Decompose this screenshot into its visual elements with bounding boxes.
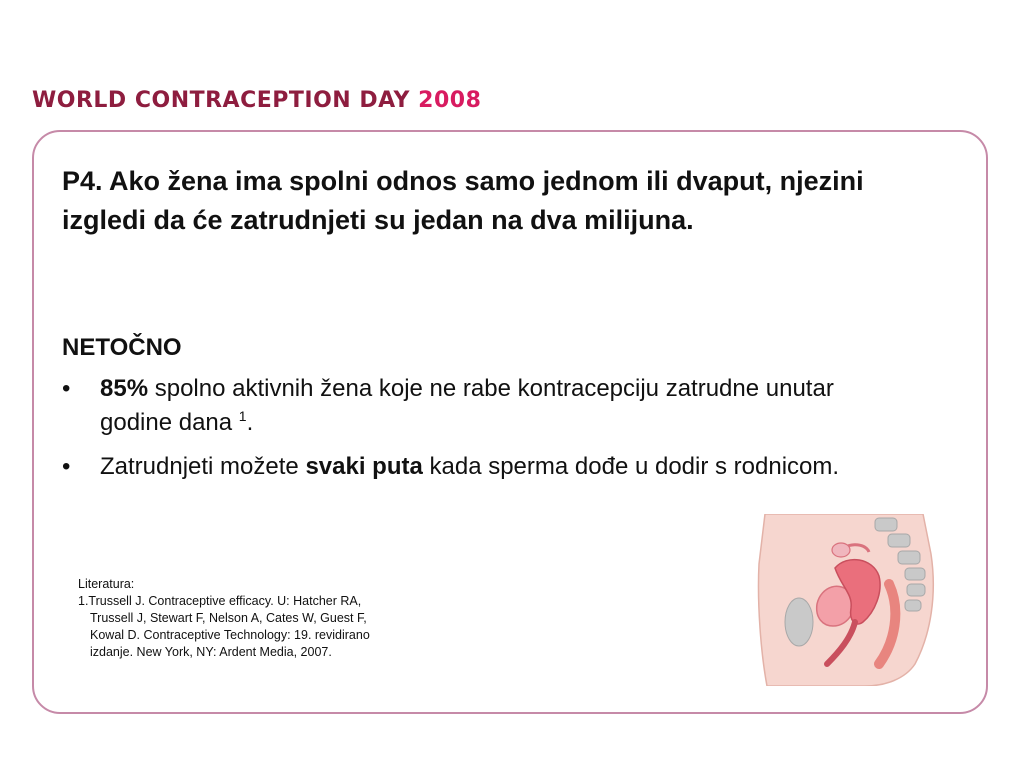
reference-line: Kowal D. Contraceptive Technology: 19. revidirano	[90, 628, 370, 642]
references	[78, 576, 438, 661]
bullet-text: kada sperma dođe u dodir s rodnicom.	[422, 453, 840, 480]
question-heading: P4. Ako žena ima spolni odnos samo jednom ili dvaput, njezini izgledi da će zatrudnjeti su jedan na dva milijuna.	[62, 166, 864, 235]
bullet-text: Zatrudnjeti možete	[100, 453, 306, 480]
answer-label: NETOČNO	[62, 334, 182, 361]
bullet-bold-text: 85%	[100, 375, 149, 402]
reference-line: izdanje. New York, NY: Ardent Media, 2007.	[90, 645, 332, 659]
bullet-suffix: .	[246, 409, 254, 436]
logo-year: 2008	[418, 88, 482, 113]
logo-text: WORLD CONTRACEPTION DAY	[32, 88, 410, 113]
bullet-text: spolno aktivnih žena koje ne rabe kontracepciju zatrudne unutar godine dana	[100, 375, 834, 436]
bullet-marker: •	[62, 375, 71, 402]
bullet-item	[62, 372, 892, 440]
references-heading: Literatura:	[78, 577, 135, 591]
reference-line: 1.Trussell J. Contraceptive efficacy. U: Hatcher RA,	[78, 594, 362, 608]
bullet-list	[62, 372, 892, 494]
world-contraception-day-logo	[32, 88, 481, 113]
bullet-item	[62, 450, 892, 484]
footnote-superscript: 1	[238, 408, 247, 424]
bullet-bold-text: svaki puta	[305, 453, 423, 480]
reference-line: Trussell J, Stewart F, Nelson A, Cates W, Guest F,	[90, 611, 367, 625]
bullet-marker: •	[62, 453, 71, 480]
anatomy-illustration-icon	[755, 514, 935, 686]
